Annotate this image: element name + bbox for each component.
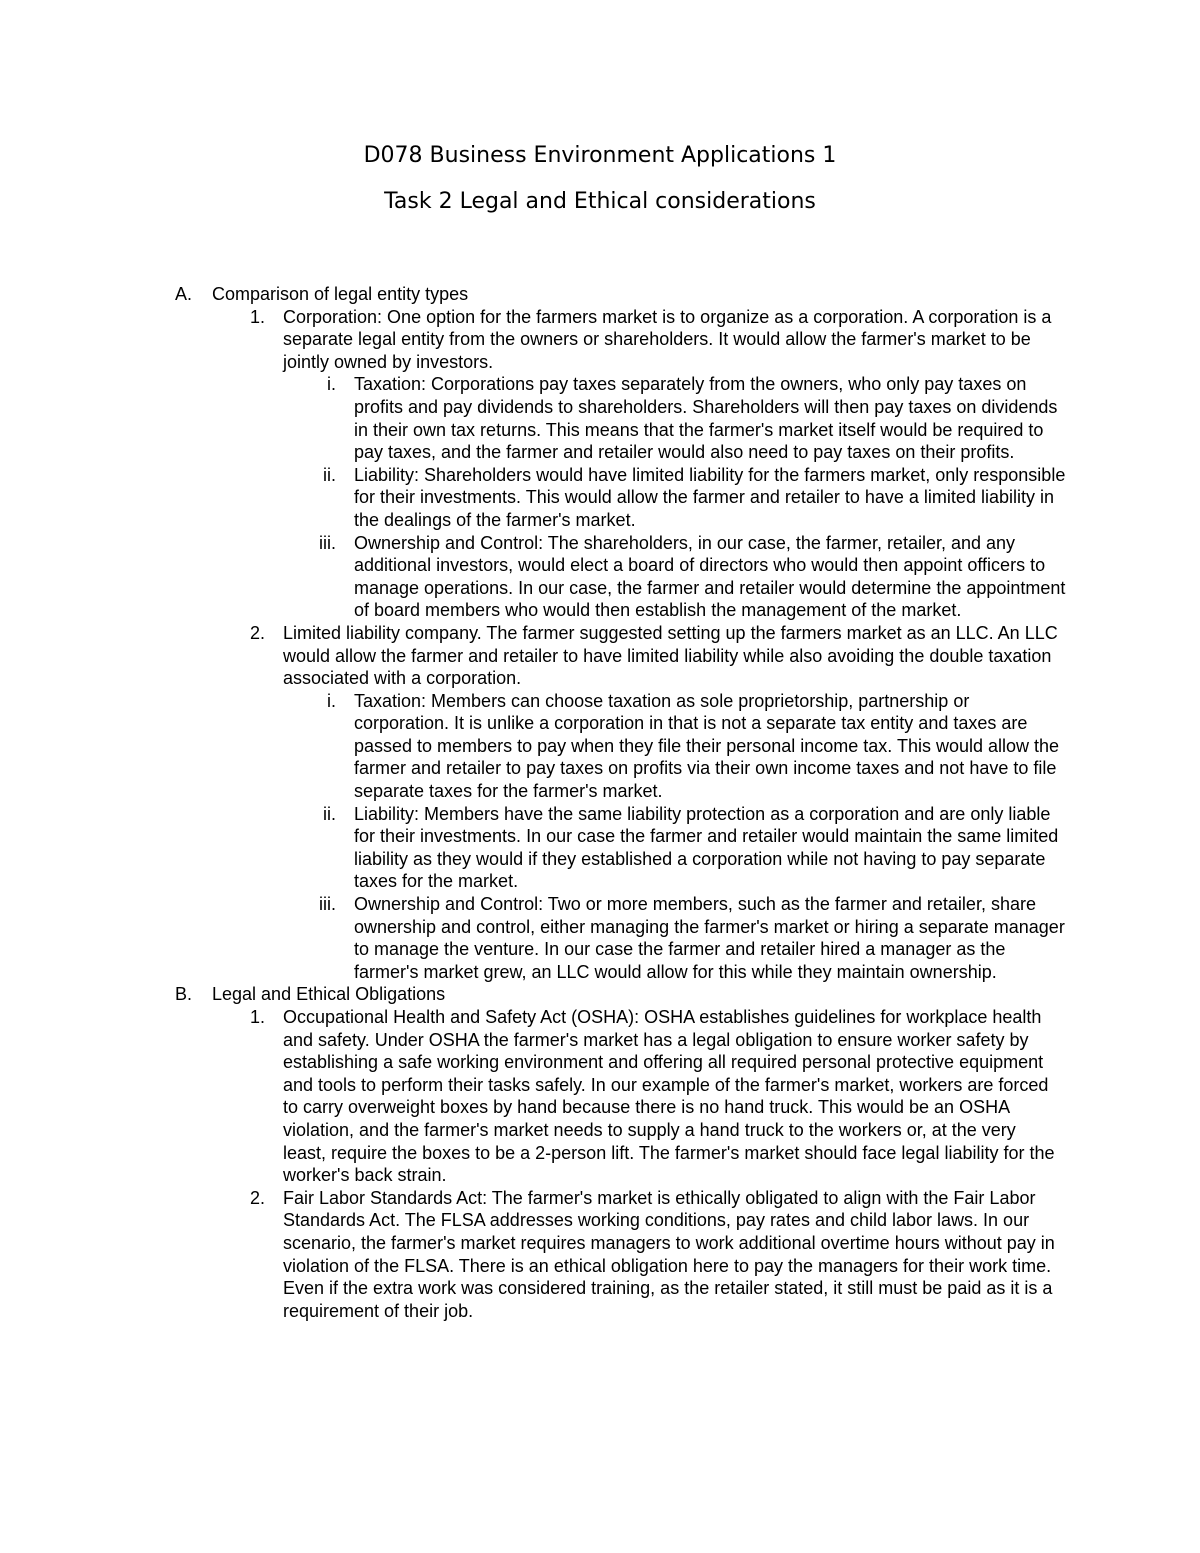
list-item-text: Corporation: One option for the farmers market is to organize as a corporation. A corporation is a separate legal entity from the owners or shareholders. It would allow the farmer's market to be jointly owned by investors.: [283, 306, 1052, 372]
list-item-text: Taxation: Members can choose taxation as sole proprietorship, partnership or corporation. It is unlike a corporation in that is not a separate tax entity and taxes are passed to members to pay when they file their personal income tax. This would allow the farmer and retailer to pay taxes on profits via their own income taxes and not have to file separate taxes for the farmer's market.: [354, 690, 1060, 802]
list-item-text: Limited liability company. The farmer suggested setting up the farmers market as an LLC. An LLC would allow the farmer and retailer to have limited liability while also avoiding the double taxation associated with a corporation.: [283, 622, 1058, 689]
list-item-corporation-liability: [0, 464, 1200, 532]
list-marker: iii.: [319, 894, 336, 915]
list-marker: 1.: [249, 306, 265, 327]
section-b-heading: [0, 983, 1200, 1006]
section-heading-text: Comparison of legal entity types: [212, 284, 469, 304]
list-item-text: Liability: Members have the same liability protection as a corporation and are only liable for their investments. In our case the farmer and retailer would maintain the same limited liability as they would if they established a corporation while not having to pay separate taxes for the market.: [354, 803, 1059, 892]
list-marker: ii.: [323, 803, 336, 824]
list-marker: 2.: [249, 622, 265, 643]
list-item-llc-ownership: [0, 893, 1200, 983]
list-item-text: Fair Labor Standards Act: The farmer's market is ethically obligated to align with the Fair Labor Standards Act. The FLSA addresses working conditions, pay rates and child labor laws. In our scenario, the farmer's market requires managers to work additional overtime hours without pay in violation of the FLSA. There is an ethical obligation here to pay the managers for their work time. Even if the extra work was considered training, as the retailer stated, it still must be paid as it is a requirement of their job.: [283, 1187, 1055, 1321]
list-item-text: Ownership and Control: The shareholders, in our case, the farmer, retailer, and any additional investors, would elect a board of directors who would then appoint officers to manage operations. In our case, the farmer and retailer would determine the appointment of board members who would then establish the management of the market.: [354, 532, 1066, 621]
list-item-flsa: [0, 1187, 1200, 1323]
list-item-llc: [0, 622, 1200, 690]
list-item-llc-liability: [0, 803, 1200, 893]
document-title: D078 Business Environment Applications 1: [363, 143, 837, 168]
list-item-text: Ownership and Control: Two or more members, such as the farmer and retailer, share ownership and control, either managing the farmer's market or hiring a separate manager to manage the venture. In our case the farmer and retailer hired a manager as the farmer's market grew, an LLC would allow for this while they maintain ownership.: [354, 894, 1065, 982]
list-marker: 1.: [249, 1007, 265, 1027]
list-marker: i.: [327, 690, 336, 711]
list-item-osha: [0, 1006, 1200, 1187]
list-marker: ii.: [323, 464, 336, 485]
section-heading-text: Legal and Ethical Obligations: [212, 984, 446, 1005]
section-a-heading: [0, 283, 1200, 306]
list-marker: A.: [174, 284, 192, 304]
list-item-corporation-taxation: [0, 373, 1200, 463]
document-subtitle: Task 2 Legal and Ethical considerations: [384, 189, 816, 214]
document-body: [0, 283, 1200, 1322]
list-item-text: Occupational Health and Safety Act (OSHA): OSHA establishes guidelines for workplace health and safety. Under OSHA the farmer's market has a legal obligation to ensure worker safety by establishing a safe working environment and offering all required personal protective equipment and tools to perform their tasks safely. In our example of the farmer's market, workers are forced to carry overweight boxes by hand because there is no hand truck. This would be an OSHA violation, and the farmer's market needs to supply a hand truck to the workers or, at the very least, require the boxes to be a 2-person lift. The farmer's market should face legal liability for the worker's back strain.: [283, 1007, 1055, 1186]
list-item-llc-taxation: [0, 690, 1200, 803]
list-item-corporation-ownership: [0, 532, 1200, 622]
list-marker: i.: [327, 374, 336, 395]
list-item-corporation: [0, 306, 1200, 374]
list-item-text: Taxation: Corporations pay taxes separately from the owners, who only pay taxes on profits and pay dividends to shareholders. Shareholders will then pay taxes on dividends in their own tax returns. This means that the farmer's market itself would be required to pay taxes, and the farmer and retailer would also need to pay taxes on their profits.: [354, 374, 1058, 463]
list-item-text: Liability: Shareholders would have limited liability for the farmers market, only responsible for their investments. This would allow the farmer and retailer to have a limited liability in the dealings of the farmer's market.: [354, 464, 1066, 530]
list-marker: B.: [174, 984, 192, 1005]
list-marker: iii.: [319, 532, 336, 553]
list-marker: 2.: [249, 1187, 265, 1208]
